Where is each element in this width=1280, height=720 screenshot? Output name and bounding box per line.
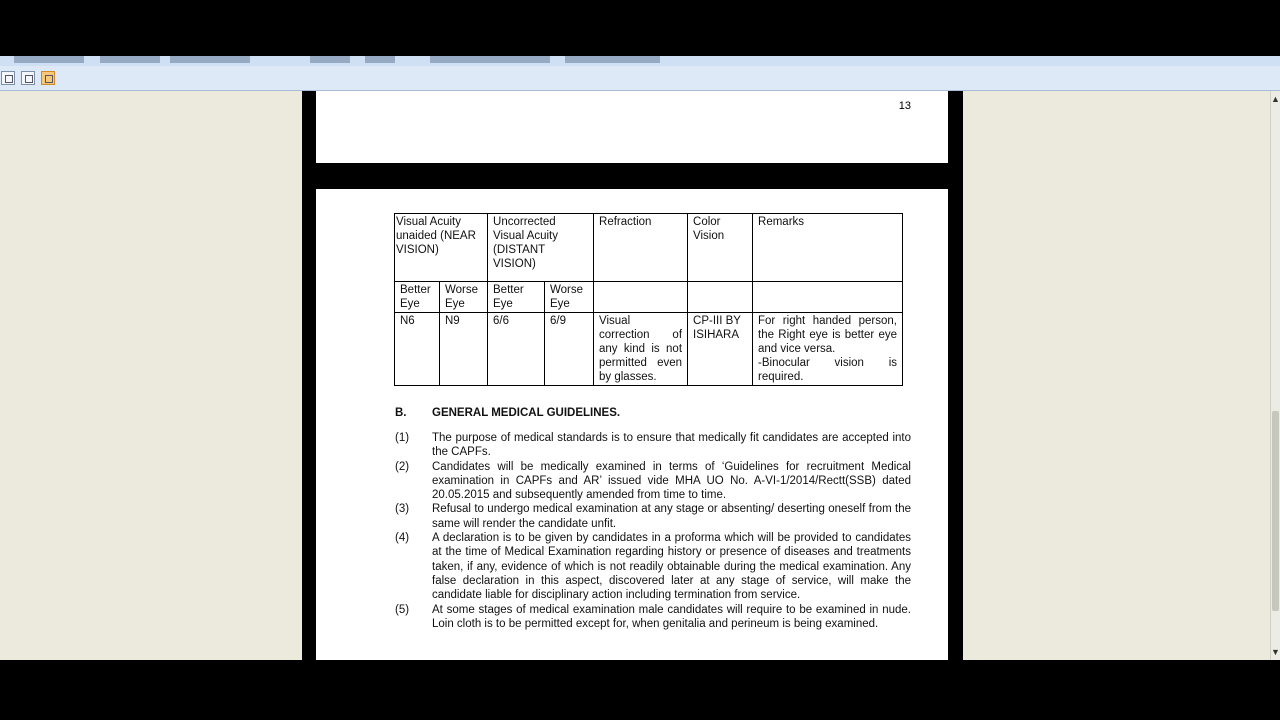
header-refraction: Refraction (594, 214, 688, 282)
item-text: The purpose of medical standards is to ensure that medically fit candidates are accepted into the CAPFs. (432, 432, 911, 459)
subheader-near-worse: Worse Eye (440, 282, 488, 313)
view-toolbar (0, 66, 1280, 91)
subheader-empty (753, 282, 903, 313)
continuous-view-icon[interactable] (41, 71, 55, 85)
cell-near-better: N6 (395, 313, 440, 386)
list-item (395, 531, 911, 602)
list-item (395, 460, 911, 503)
list-item (395, 603, 911, 632)
subheader-distant-worse: Worse Eye (545, 282, 594, 313)
remarks-line-1: For right handed person, the Right eye is better eye and vice versa. (758, 315, 898, 355)
item-number: (1) (395, 432, 410, 444)
two-page-view-icon[interactable] (21, 71, 35, 85)
document-workspace (0, 91, 1270, 660)
subheader-empty (688, 282, 753, 313)
cell-remarks (753, 313, 903, 386)
header-distant-vision: Uncorrected Visual Acuity (DISTANT VISION) (488, 214, 594, 282)
header-remarks: Remarks (753, 214, 903, 282)
cell-distant-worse: 6/9 (545, 313, 594, 386)
scroll-thumb[interactable] (1272, 411, 1279, 611)
page-current (316, 189, 948, 660)
list-item (395, 431, 911, 460)
scroll-up-icon[interactable]: ▲ (1271, 94, 1280, 104)
item-text: Candidates will be medically examined in terms of ‘Guidelines for recruitment Medical examination in CAPFs and AR’ issued vide MHA UO No. A-VI-1/2014/Rectt(SSB) dated 20.05.2015 and subsequently amended from time to time. (432, 460, 911, 502)
letterbox-bottom (0, 660, 1280, 720)
subheader-empty (594, 282, 688, 313)
item-text: A declaration is to be given by candidates in a proforma which will be provided to candidates at the time of Medical Examination regarding history or presence of diseases and treatments taken, if any, evidence of which is not readily obtainable during the medical examination. Any false declaration in this aspect, discovered later at any stage of service, will make the candidate liable for disciplinary action including termination from service. (432, 532, 911, 602)
scroll-down-icon[interactable]: ▼ (1271, 647, 1280, 657)
top-toolbar (0, 56, 1280, 66)
single-page-view-icon[interactable] (1, 71, 15, 85)
vision-standards-table (394, 213, 903, 386)
section-heading (395, 407, 620, 419)
item-text: At some stages of medical examination male candidates will require to be examined in nude. Loin cloth is to be permitted except for, when genitalia and perineum is being examined. (432, 603, 911, 630)
remarks-line-2: -Binocular vision is required. (758, 357, 898, 383)
header-near-vision: Visual Acuity unaided (NEAR VISION) (395, 214, 488, 282)
page-previous (316, 91, 948, 163)
section-label: B. (395, 407, 407, 419)
section-title: GENERAL MEDICAL GUIDELINES. (432, 407, 621, 419)
page-number: 13 (898, 100, 911, 112)
list-item (395, 502, 911, 531)
vertical-scrollbar[interactable] (1270, 91, 1280, 660)
cell-near-worse: N9 (440, 313, 488, 386)
subheader-near-better: Better Eye (395, 282, 440, 313)
cell-distant-better: 6/6 (488, 313, 545, 386)
item-number: (4) (395, 532, 410, 545)
item-number: (2) (395, 460, 410, 473)
header-color-vision: Color Vision (688, 214, 753, 282)
item-number: (3) (395, 503, 410, 516)
cell-color-vision: CP-III BY ISIHARA (688, 313, 753, 386)
cell-refraction: Visual correction of any kind is not permitted even by glasses. (594, 313, 688, 386)
subheader-distant-better: Better Eye (488, 282, 545, 313)
item-number: (5) (395, 603, 410, 616)
guidelines-list (395, 431, 911, 631)
item-text: Refusal to undergo medical examination at any stage or absenting/ deserting oneself from the same will render the candidate unfit. (432, 503, 911, 530)
